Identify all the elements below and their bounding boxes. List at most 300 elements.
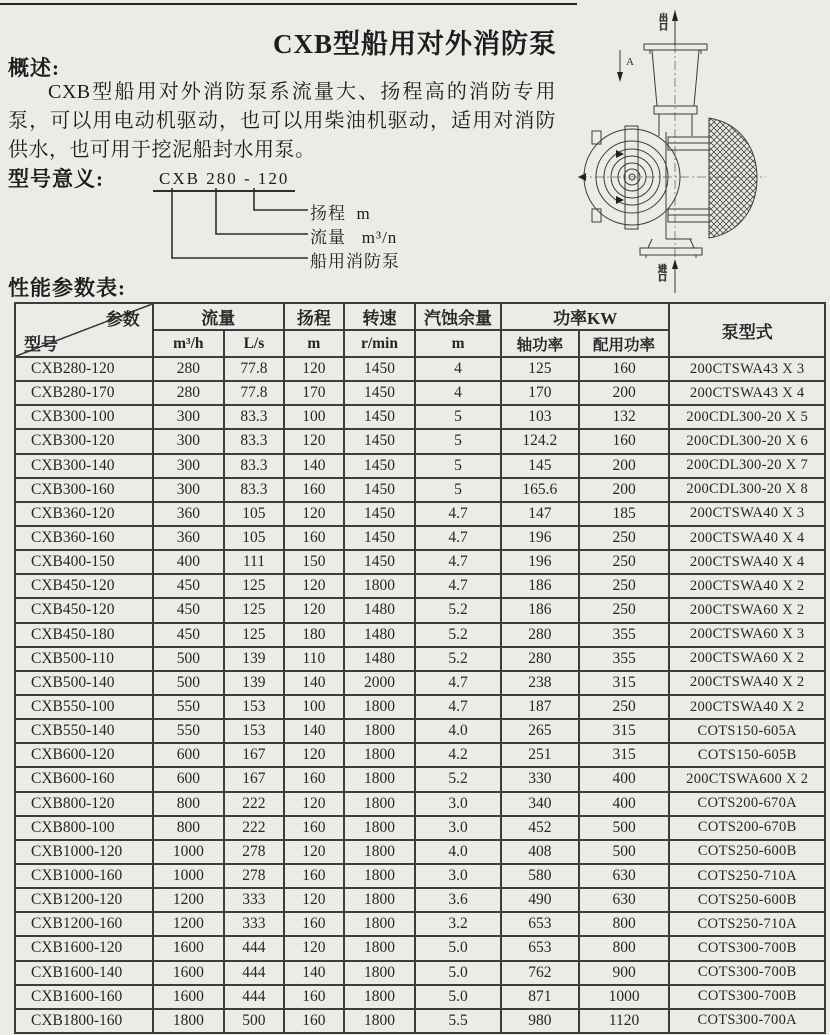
cell-shaft-power: 165.6 <box>501 478 579 502</box>
cell-flow-m3h: 450 <box>153 623 224 647</box>
cell-flow-m3h: 600 <box>153 767 224 791</box>
cell-rated-power: 200 <box>579 478 670 502</box>
cell-shaft-power: 147 <box>501 502 579 526</box>
cell-model: CXB600-120 <box>15 743 153 767</box>
cell-model: CXB300-160 <box>15 478 153 502</box>
table-row <box>15 429 825 453</box>
cell-flow-m3h: 360 <box>153 526 224 550</box>
motor-dome-hatched <box>709 118 757 238</box>
cell-head: 160 <box>284 1009 344 1033</box>
table-row <box>15 478 825 502</box>
cell-npsh: 5 <box>415 454 501 478</box>
cell-flow-ls: 125 <box>224 623 284 647</box>
model-meaning-heading: 型号意义: <box>8 167 104 191</box>
cell-speed: 1450 <box>344 502 415 526</box>
cell-head: 100 <box>284 405 344 429</box>
cell-flow-m3h: 450 <box>153 598 224 622</box>
cell-flow-m3h: 1600 <box>153 936 224 960</box>
cell-pump-type: COTS300-700B <box>669 961 825 985</box>
cell-flow-ls: 139 <box>224 647 284 671</box>
cell-flow-m3h: 800 <box>153 816 224 840</box>
pump-technical-drawing <box>570 2 828 302</box>
cell-npsh: 5.0 <box>415 961 501 985</box>
cell-speed: 1800 <box>344 743 415 767</box>
cell-model: CXB1200-160 <box>15 912 153 936</box>
cell-npsh: 4.7 <box>415 574 501 598</box>
cell-rated-power: 132 <box>579 405 670 429</box>
cell-flow-ls: 105 <box>224 526 284 550</box>
table-row <box>15 623 825 647</box>
cell-speed: 1450 <box>344 405 415 429</box>
cell-npsh: 4 <box>415 357 501 381</box>
cell-head: 120 <box>284 743 344 767</box>
cell-shaft-power: 330 <box>501 767 579 791</box>
cell-rated-power: 250 <box>579 550 670 574</box>
cell-speed: 1450 <box>344 429 415 453</box>
cell-shaft-power: 124.2 <box>501 429 579 453</box>
cell-flow-ls: 139 <box>224 671 284 695</box>
table-row <box>15 526 825 550</box>
cell-model: CXB1600-160 <box>15 985 153 1009</box>
cell-flow-ls: 77.8 <box>224 357 284 381</box>
cell-shaft-power: 125 <box>501 357 579 381</box>
overview-heading: 概述: <box>8 56 60 80</box>
cell-pump-type: COTS300-700B <box>669 936 825 960</box>
page-title: CXB型船用对外消防泵 <box>272 29 557 60</box>
cell-flow-m3h: 1600 <box>153 985 224 1009</box>
cell-speed: 1800 <box>344 985 415 1009</box>
cell-model: CXB1800-160 <box>15 1009 153 1033</box>
performance-table-body <box>15 357 825 1033</box>
line-to-head-label <box>254 188 308 210</box>
cell-flow-ls: 125 <box>224 598 284 622</box>
cell-speed: 1800 <box>344 840 415 864</box>
cell-pump-type: 200CTSWA600 X 2 <box>669 767 825 791</box>
section-label: A <box>626 56 634 68</box>
cell-flow-ls: 278 <box>224 840 284 864</box>
cell-npsh: 3.6 <box>415 888 501 912</box>
cell-shaft-power: 452 <box>501 816 579 840</box>
cell-shaft-power: 186 <box>501 574 579 598</box>
cell-npsh: 4.7 <box>415 550 501 574</box>
cell-pump-type: 200CDL300-20 X 6 <box>669 429 825 453</box>
header-power-group: 功率KW <box>501 303 669 330</box>
table-row <box>15 936 825 960</box>
cone-lower-flange <box>654 106 697 114</box>
cell-flow-m3h: 800 <box>153 792 224 816</box>
table-row <box>15 719 825 743</box>
cell-speed: 1800 <box>344 792 415 816</box>
header-head: 扬程 <box>284 303 344 330</box>
cell-rated-power: 250 <box>579 526 670 550</box>
table-row <box>15 961 825 985</box>
cell-head: 120 <box>284 936 344 960</box>
cell-rated-power: 900 <box>579 961 670 985</box>
cell-rated-power: 315 <box>579 671 670 695</box>
header-pump-type: 泵型式 <box>669 303 825 357</box>
cell-speed: 1800 <box>344 695 415 719</box>
table-row <box>15 357 825 381</box>
inlet-arrow-icon <box>672 259 678 269</box>
cell-head: 160 <box>284 767 344 791</box>
cell-shaft-power: 980 <box>501 1009 579 1033</box>
cell-speed: 1480 <box>344 647 415 671</box>
table-row <box>15 502 825 526</box>
cell-npsh: 4.7 <box>415 526 501 550</box>
cell-shaft-power: 251 <box>501 743 579 767</box>
cell-head: 120 <box>284 792 344 816</box>
cell-npsh: 4.7 <box>415 695 501 719</box>
table-row <box>15 647 825 671</box>
cell-shaft-power: 238 <box>501 671 579 695</box>
cell-shaft-power: 196 <box>501 526 579 550</box>
overview-paragraph: CXB型船用对外消防泵系流量大、扬程高的消防专用泵，可以用电动机驱动，也可以用柴油机驱动，适用对消防供水，也可用于挖泥船封水用泵。 <box>8 81 556 161</box>
cell-model: CXB450-120 <box>15 598 153 622</box>
cell-npsh: 5.2 <box>415 647 501 671</box>
cell-flow-ls: 333 <box>224 888 284 912</box>
cell-speed: 1800 <box>344 936 415 960</box>
cell-rated-power: 160 <box>579 429 670 453</box>
cell-model: CXB280-170 <box>15 381 153 405</box>
cell-model: CXB1000-160 <box>15 864 153 888</box>
cell-shaft-power: 187 <box>501 695 579 719</box>
cell-pump-type: 200CTSWA40 X 4 <box>669 526 825 550</box>
cell-shaft-power: 103 <box>501 405 579 429</box>
table-row <box>15 888 825 912</box>
cell-speed: 1800 <box>344 961 415 985</box>
model-label-head: 扬程 m <box>310 204 371 223</box>
cell-rated-power: 800 <box>579 912 670 936</box>
cell-flow-m3h: 300 <box>153 405 224 429</box>
cell-pump-type: COTS250-600B <box>669 840 825 864</box>
cell-model: CXB360-160 <box>15 526 153 550</box>
cell-speed: 1800 <box>344 864 415 888</box>
cell-pump-type: COTS250-710A <box>669 912 825 936</box>
cell-speed: 1450 <box>344 454 415 478</box>
cell-npsh: 5.0 <box>415 936 501 960</box>
cell-flow-m3h: 1800 <box>153 1009 224 1033</box>
cell-rated-power: 800 <box>579 936 670 960</box>
cell-speed: 1800 <box>344 719 415 743</box>
cell-speed: 1450 <box>344 357 415 381</box>
cell-flow-ls: 77.8 <box>224 381 284 405</box>
table-row <box>15 598 825 622</box>
cell-speed: 1800 <box>344 816 415 840</box>
model-code-example: CXB 280 - 120 <box>153 169 295 192</box>
outlet-label: 出口 <box>658 13 668 31</box>
cell-flow-ls: 444 <box>224 961 284 985</box>
inlet-label: 进口 <box>657 264 667 282</box>
cell-flow-ls: 444 <box>224 985 284 1009</box>
table-row <box>15 816 825 840</box>
table-row <box>15 405 825 429</box>
cell-model: CXB360-120 <box>15 502 153 526</box>
cell-rated-power: 1120 <box>579 1009 670 1033</box>
cell-shaft-power: 871 <box>501 985 579 1009</box>
cell-rated-power: 500 <box>579 816 670 840</box>
header-flow-ls: L/s <box>224 330 284 357</box>
cell-rated-power: 355 <box>579 647 670 671</box>
cell-rated-power: 315 <box>579 719 670 743</box>
cell-speed: 1450 <box>344 478 415 502</box>
cell-flow-m3h: 280 <box>153 381 224 405</box>
cell-flow-ls: 153 <box>224 719 284 743</box>
cell-rated-power: 200 <box>579 381 670 405</box>
table-row <box>15 840 825 864</box>
cell-head: 160 <box>284 985 344 1009</box>
cell-rated-power: 315 <box>579 743 670 767</box>
cell-rated-power: 400 <box>579 767 670 791</box>
cell-head: 110 <box>284 647 344 671</box>
cell-model: CXB500-110 <box>15 647 153 671</box>
cell-flow-m3h: 300 <box>153 454 224 478</box>
cell-pump-type: 200CDL300-20 X 7 <box>669 454 825 478</box>
cell-pump-type: 200CTSWA43 X 4 <box>669 381 825 405</box>
cell-npsh: 4.2 <box>415 743 501 767</box>
cell-flow-m3h: 500 <box>153 647 224 671</box>
cell-speed: 1450 <box>344 550 415 574</box>
cell-flow-m3h: 550 <box>153 695 224 719</box>
cell-head: 160 <box>284 816 344 840</box>
cell-head: 150 <box>284 550 344 574</box>
cell-npsh: 5 <box>415 429 501 453</box>
cell-flow-m3h: 450 <box>153 574 224 598</box>
cell-flow-ls: 105 <box>224 502 284 526</box>
header-speed: 转速 <box>344 303 415 330</box>
cell-flow-ls: 222 <box>224 792 284 816</box>
header-flow-group: 流量 <box>153 303 284 330</box>
performance-table <box>14 302 826 1034</box>
corner-label-parameter: 参数 <box>105 310 140 329</box>
cell-npsh: 4.0 <box>415 840 501 864</box>
cell-head: 160 <box>284 864 344 888</box>
table-row <box>15 792 825 816</box>
cell-flow-m3h: 400 <box>153 550 224 574</box>
cell-pump-type: COTS250-600B <box>669 888 825 912</box>
cell-model: CXB1000-120 <box>15 840 153 864</box>
table-row <box>15 864 825 888</box>
cell-head: 120 <box>284 888 344 912</box>
cell-flow-ls: 278 <box>224 864 284 888</box>
cell-flow-m3h: 300 <box>153 429 224 453</box>
table-row <box>15 550 825 574</box>
cell-npsh: 3.2 <box>415 912 501 936</box>
cell-npsh: 5 <box>415 478 501 502</box>
inlet-flange <box>640 248 702 255</box>
cell-speed: 1480 <box>344 623 415 647</box>
cell-model: CXB300-120 <box>15 429 153 453</box>
cell-pump-type: COTS150-605A <box>669 719 825 743</box>
cell-model: CXB550-100 <box>15 695 153 719</box>
cell-shaft-power: 580 <box>501 864 579 888</box>
cell-rated-power: 200 <box>579 454 670 478</box>
header-npsh-unit: m <box>415 330 501 357</box>
cell-head: 120 <box>284 574 344 598</box>
cell-shaft-power: 280 <box>501 647 579 671</box>
cell-head: 180 <box>284 623 344 647</box>
cell-rated-power: 160 <box>579 357 670 381</box>
line-to-flow-label <box>216 188 308 234</box>
cell-npsh: 5.2 <box>415 623 501 647</box>
cell-pump-type: 200CTSWA40 X 2 <box>669 574 825 598</box>
cell-flow-ls: 167 <box>224 767 284 791</box>
cell-model: CXB1600-140 <box>15 961 153 985</box>
cell-shaft-power: 408 <box>501 840 579 864</box>
cell-speed: 1450 <box>344 381 415 405</box>
cell-rated-power: 1000 <box>579 985 670 1009</box>
cell-flow-ls: 83.3 <box>224 454 284 478</box>
cell-pump-type: COTS300-700A <box>669 1009 825 1033</box>
cell-flow-ls: 500 <box>224 1009 284 1033</box>
cell-speed: 1450 <box>344 526 415 550</box>
cell-flow-ls: 167 <box>224 743 284 767</box>
cell-model: CXB300-100 <box>15 405 153 429</box>
table-row <box>15 985 825 1009</box>
cell-flow-m3h: 1200 <box>153 912 224 936</box>
corner-label-model: 型号 <box>24 335 58 354</box>
cell-head: 160 <box>284 912 344 936</box>
top-rule <box>0 3 577 5</box>
cell-model: CXB550-140 <box>15 719 153 743</box>
cell-npsh: 4.0 <box>415 719 501 743</box>
cell-head: 160 <box>284 526 344 550</box>
cell-pump-type: 200CTSWA40 X 3 <box>669 502 825 526</box>
cell-pump-type: COTS300-700B <box>669 985 825 1009</box>
cell-npsh: 5.0 <box>415 985 501 1009</box>
cell-shaft-power: 186 <box>501 598 579 622</box>
cell-npsh: 5.2 <box>415 598 501 622</box>
casing-lug <box>592 209 601 222</box>
cell-flow-ls: 83.3 <box>224 478 284 502</box>
cell-pump-type: COTS200-670B <box>669 816 825 840</box>
cell-flow-m3h: 500 <box>153 671 224 695</box>
cell-head: 160 <box>284 478 344 502</box>
cell-flow-ls: 333 <box>224 912 284 936</box>
table-row <box>15 574 825 598</box>
cell-head: 120 <box>284 502 344 526</box>
centerline-arrow-icon <box>578 173 586 181</box>
corner-header-cell <box>15 303 153 357</box>
cell-model: CXB800-120 <box>15 792 153 816</box>
cell-flow-ls: 83.3 <box>224 405 284 429</box>
cell-pump-type: 200CDL300-20 X 5 <box>669 405 825 429</box>
cell-head: 100 <box>284 695 344 719</box>
line-to-pump-label <box>172 188 308 258</box>
cell-flow-m3h: 300 <box>153 478 224 502</box>
header-head-unit: m <box>284 330 344 357</box>
cell-rated-power: 250 <box>579 695 670 719</box>
cell-speed: 1800 <box>344 767 415 791</box>
cell-rated-power: 630 <box>579 888 670 912</box>
cell-model: CXB600-160 <box>15 767 153 791</box>
cell-model: CXB300-140 <box>15 454 153 478</box>
cell-flow-m3h: 600 <box>153 743 224 767</box>
cell-pump-type: 200CTSWA60 X 3 <box>669 623 825 647</box>
table-row <box>15 912 825 936</box>
cell-rated-power: 185 <box>579 502 670 526</box>
cell-flow-ls: 222 <box>224 816 284 840</box>
cell-rated-power: 400 <box>579 792 670 816</box>
cell-model: CXB1200-120 <box>15 888 153 912</box>
model-breakdown-lines <box>150 188 325 270</box>
cell-flow-m3h: 280 <box>153 357 224 381</box>
cell-npsh: 4.7 <box>415 502 501 526</box>
cell-pump-type: COTS200-670A <box>669 792 825 816</box>
cell-flow-m3h: 1600 <box>153 961 224 985</box>
cell-pump-type: 200CTSWA40 X 2 <box>669 695 825 719</box>
cell-shaft-power: 265 <box>501 719 579 743</box>
cell-pump-type: 200CTSWA40 X 4 <box>669 550 825 574</box>
cell-rated-power: 355 <box>579 623 670 647</box>
cell-speed: 1800 <box>344 912 415 936</box>
cell-head: 120 <box>284 357 344 381</box>
cell-shaft-power: 196 <box>501 550 579 574</box>
model-label-flow: 流量 m³/n <box>310 228 398 247</box>
header-speed-unit: r/min <box>344 330 415 357</box>
cell-flow-m3h: 1000 <box>153 864 224 888</box>
cell-npsh: 4.7 <box>415 671 501 695</box>
cell-head: 120 <box>284 840 344 864</box>
cell-npsh: 3.0 <box>415 792 501 816</box>
section-arrow-icon <box>617 72 623 82</box>
outlet-arrow-icon <box>672 10 678 21</box>
cell-pump-type: COTS250-710A <box>669 864 825 888</box>
cell-speed: 1480 <box>344 598 415 622</box>
table-row <box>15 695 825 719</box>
model-label-pump: 船用消防泵 <box>310 252 400 271</box>
table-row <box>15 743 825 767</box>
cell-pump-type: 200CTSWA60 X 2 <box>669 647 825 671</box>
table-row <box>15 671 825 695</box>
cell-shaft-power: 145 <box>501 454 579 478</box>
header-shaft-power: 轴功率 <box>501 330 579 357</box>
header-flow-m3h: m³/h <box>153 330 224 357</box>
table-row <box>15 767 825 791</box>
cell-flow-m3h: 1000 <box>153 840 224 864</box>
cell-speed: 1800 <box>344 574 415 598</box>
inlet-pipe-wall <box>648 239 652 248</box>
cell-model: CXB500-140 <box>15 671 153 695</box>
cell-head: 140 <box>284 454 344 478</box>
cell-npsh: 5.2 <box>415 767 501 791</box>
cell-pump-type: 200CTSWA60 X 2 <box>669 598 825 622</box>
cell-speed: 1800 <box>344 1009 415 1033</box>
table-row <box>15 381 825 405</box>
cell-flow-ls: 444 <box>224 936 284 960</box>
table-row <box>15 1009 825 1033</box>
cell-model: CXB450-120 <box>15 574 153 598</box>
cell-shaft-power: 762 <box>501 961 579 985</box>
cell-rated-power: 630 <box>579 864 670 888</box>
cell-flow-ls: 125 <box>224 574 284 598</box>
cell-flow-ls: 83.3 <box>224 429 284 453</box>
cell-shaft-power: 280 <box>501 623 579 647</box>
cell-shaft-power: 490 <box>501 888 579 912</box>
cell-npsh: 5.5 <box>415 1009 501 1033</box>
cell-model: CXB450-180 <box>15 623 153 647</box>
cell-rated-power: 250 <box>579 574 670 598</box>
inlet-pipe-wall <box>690 239 694 248</box>
cell-npsh: 3.0 <box>415 816 501 840</box>
cell-head: 140 <box>284 961 344 985</box>
cell-head: 120 <box>284 429 344 453</box>
cell-rated-power: 500 <box>579 840 670 864</box>
cell-npsh: 4 <box>415 381 501 405</box>
header-rated-power: 配用功率 <box>579 330 670 357</box>
cell-shaft-power: 653 <box>501 936 579 960</box>
cell-speed: 2000 <box>344 671 415 695</box>
cell-npsh: 5 <box>415 405 501 429</box>
